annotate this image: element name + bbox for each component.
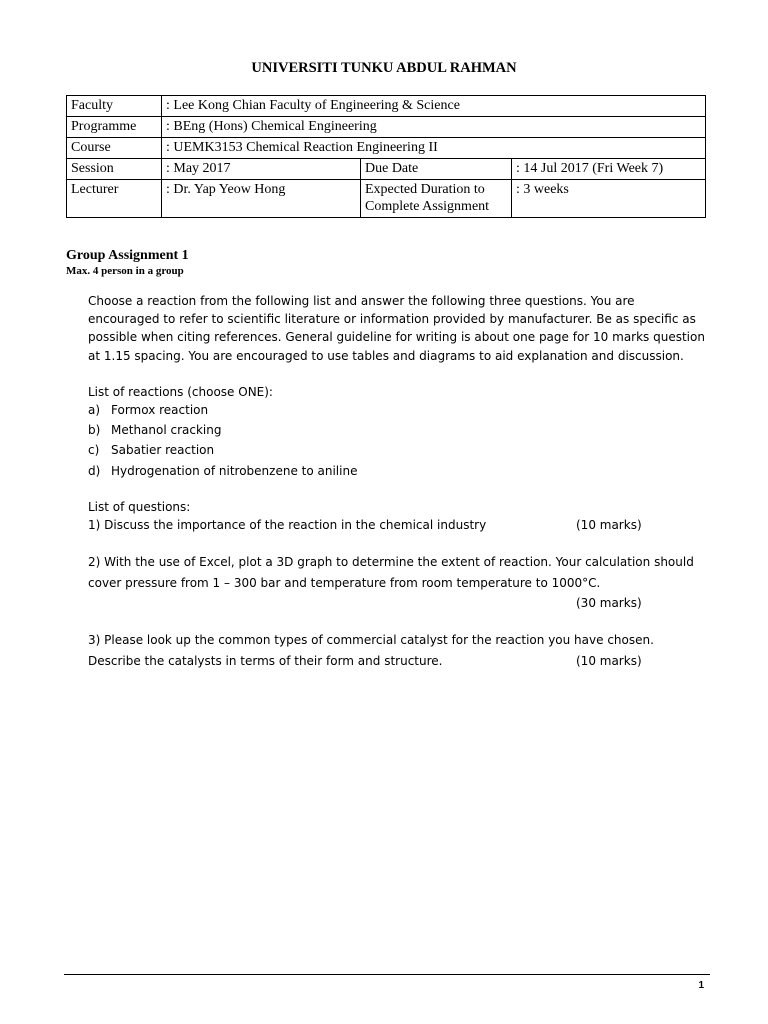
reactions-heading: List of reactions (choose ONE): — [88, 384, 273, 399]
session-value: : May 2017 — [162, 159, 361, 180]
programme-label: Programme — [67, 117, 162, 138]
course-value: : UEMK3153 Chemical Reaction Engineering II — [162, 138, 706, 159]
list-item — [88, 441, 708, 459]
intro-paragraph: Choose a reaction from the following list and answer the following three questions. You are encouraged to refer to scientific literature or information provided by manufacturer. Be as specific as possible when citing references. General guideline for writing is about one page for 10 marks question at 1.15 spacing. You are encouraged to use tables and diagrams to aid explanation and discussion. — [88, 294, 705, 363]
faculty-label: Faculty — [67, 96, 162, 117]
lecturer-label: Lecturer — [67, 180, 162, 218]
due-date-value: : 14 Jul 2017 (Fri Week 7) — [512, 159, 706, 180]
question-3-line-2: Describe the catalysts in terms of their form and structure. — [88, 654, 443, 669]
assignment-title: Group Assignment 1 — [66, 248, 189, 263]
question-1-marks: (10 marks) — [576, 518, 642, 533]
reaction-text: Sabatier reaction — [111, 443, 215, 458]
question-2-text: 2) With the use of Excel, plot a 3D graph to determine the extent of reaction. Your calculation should cover pressure from 1 – 300 bar and temperature from room temperature to 1000°C. — [88, 555, 694, 591]
list-item — [88, 462, 708, 480]
programme-value: : BEng (Hons) Chemical Engineering — [162, 117, 706, 138]
course-label: Course — [67, 138, 162, 159]
question-2-marks: (30 marks) — [576, 596, 642, 611]
footer-divider — [64, 974, 710, 975]
reaction-text: Hydrogenation of nitrobenzene to aniline — [111, 463, 358, 478]
question-1-text: 1) Discuss the importance of the reaction in the chemical industry — [88, 518, 487, 533]
question-3-line-1: 3) Please look up the common types of commercial catalyst for the reaction you have chosen. — [88, 633, 654, 648]
table-row — [67, 159, 706, 180]
reaction-label: a) — [88, 403, 101, 418]
list-item — [88, 421, 708, 439]
list-item — [88, 401, 708, 419]
question-1 — [88, 516, 708, 534]
session-label: Session — [67, 159, 162, 180]
assignment-body — [88, 292, 708, 672]
question-3-row — [88, 651, 708, 672]
assignment-subtitle: Max. 4 person in a group — [66, 265, 184, 277]
university-title: UNIVERSITI TUNKU ABDUL RAHMAN — [251, 60, 517, 76]
table-row — [67, 117, 706, 138]
question-3 — [88, 630, 708, 672]
reaction-text: Formox reaction — [111, 403, 209, 418]
reaction-label: d) — [88, 463, 101, 478]
table-row — [67, 180, 706, 218]
reaction-label: b) — [88, 423, 101, 438]
question-2 — [88, 552, 708, 594]
reaction-label: c) — [88, 443, 100, 458]
course-info-table — [66, 95, 706, 218]
duration-value: : 3 weeks — [512, 180, 706, 218]
lecturer-value: : Dr. Yap Yeow Hong — [162, 180, 361, 218]
question-3-marks: (10 marks) — [576, 654, 642, 669]
due-date-label: Due Date — [361, 159, 512, 180]
table-row — [67, 96, 706, 117]
page-number: 1 — [698, 980, 704, 991]
questions-heading: List of questions: — [88, 499, 191, 514]
reaction-text: Methanol cracking — [111, 423, 222, 438]
faculty-value: : Lee Kong Chian Faculty of Engineering & Science — [162, 96, 706, 117]
table-row — [67, 138, 706, 159]
duration-label: Expected Duration to Complete Assignment — [361, 180, 512, 218]
